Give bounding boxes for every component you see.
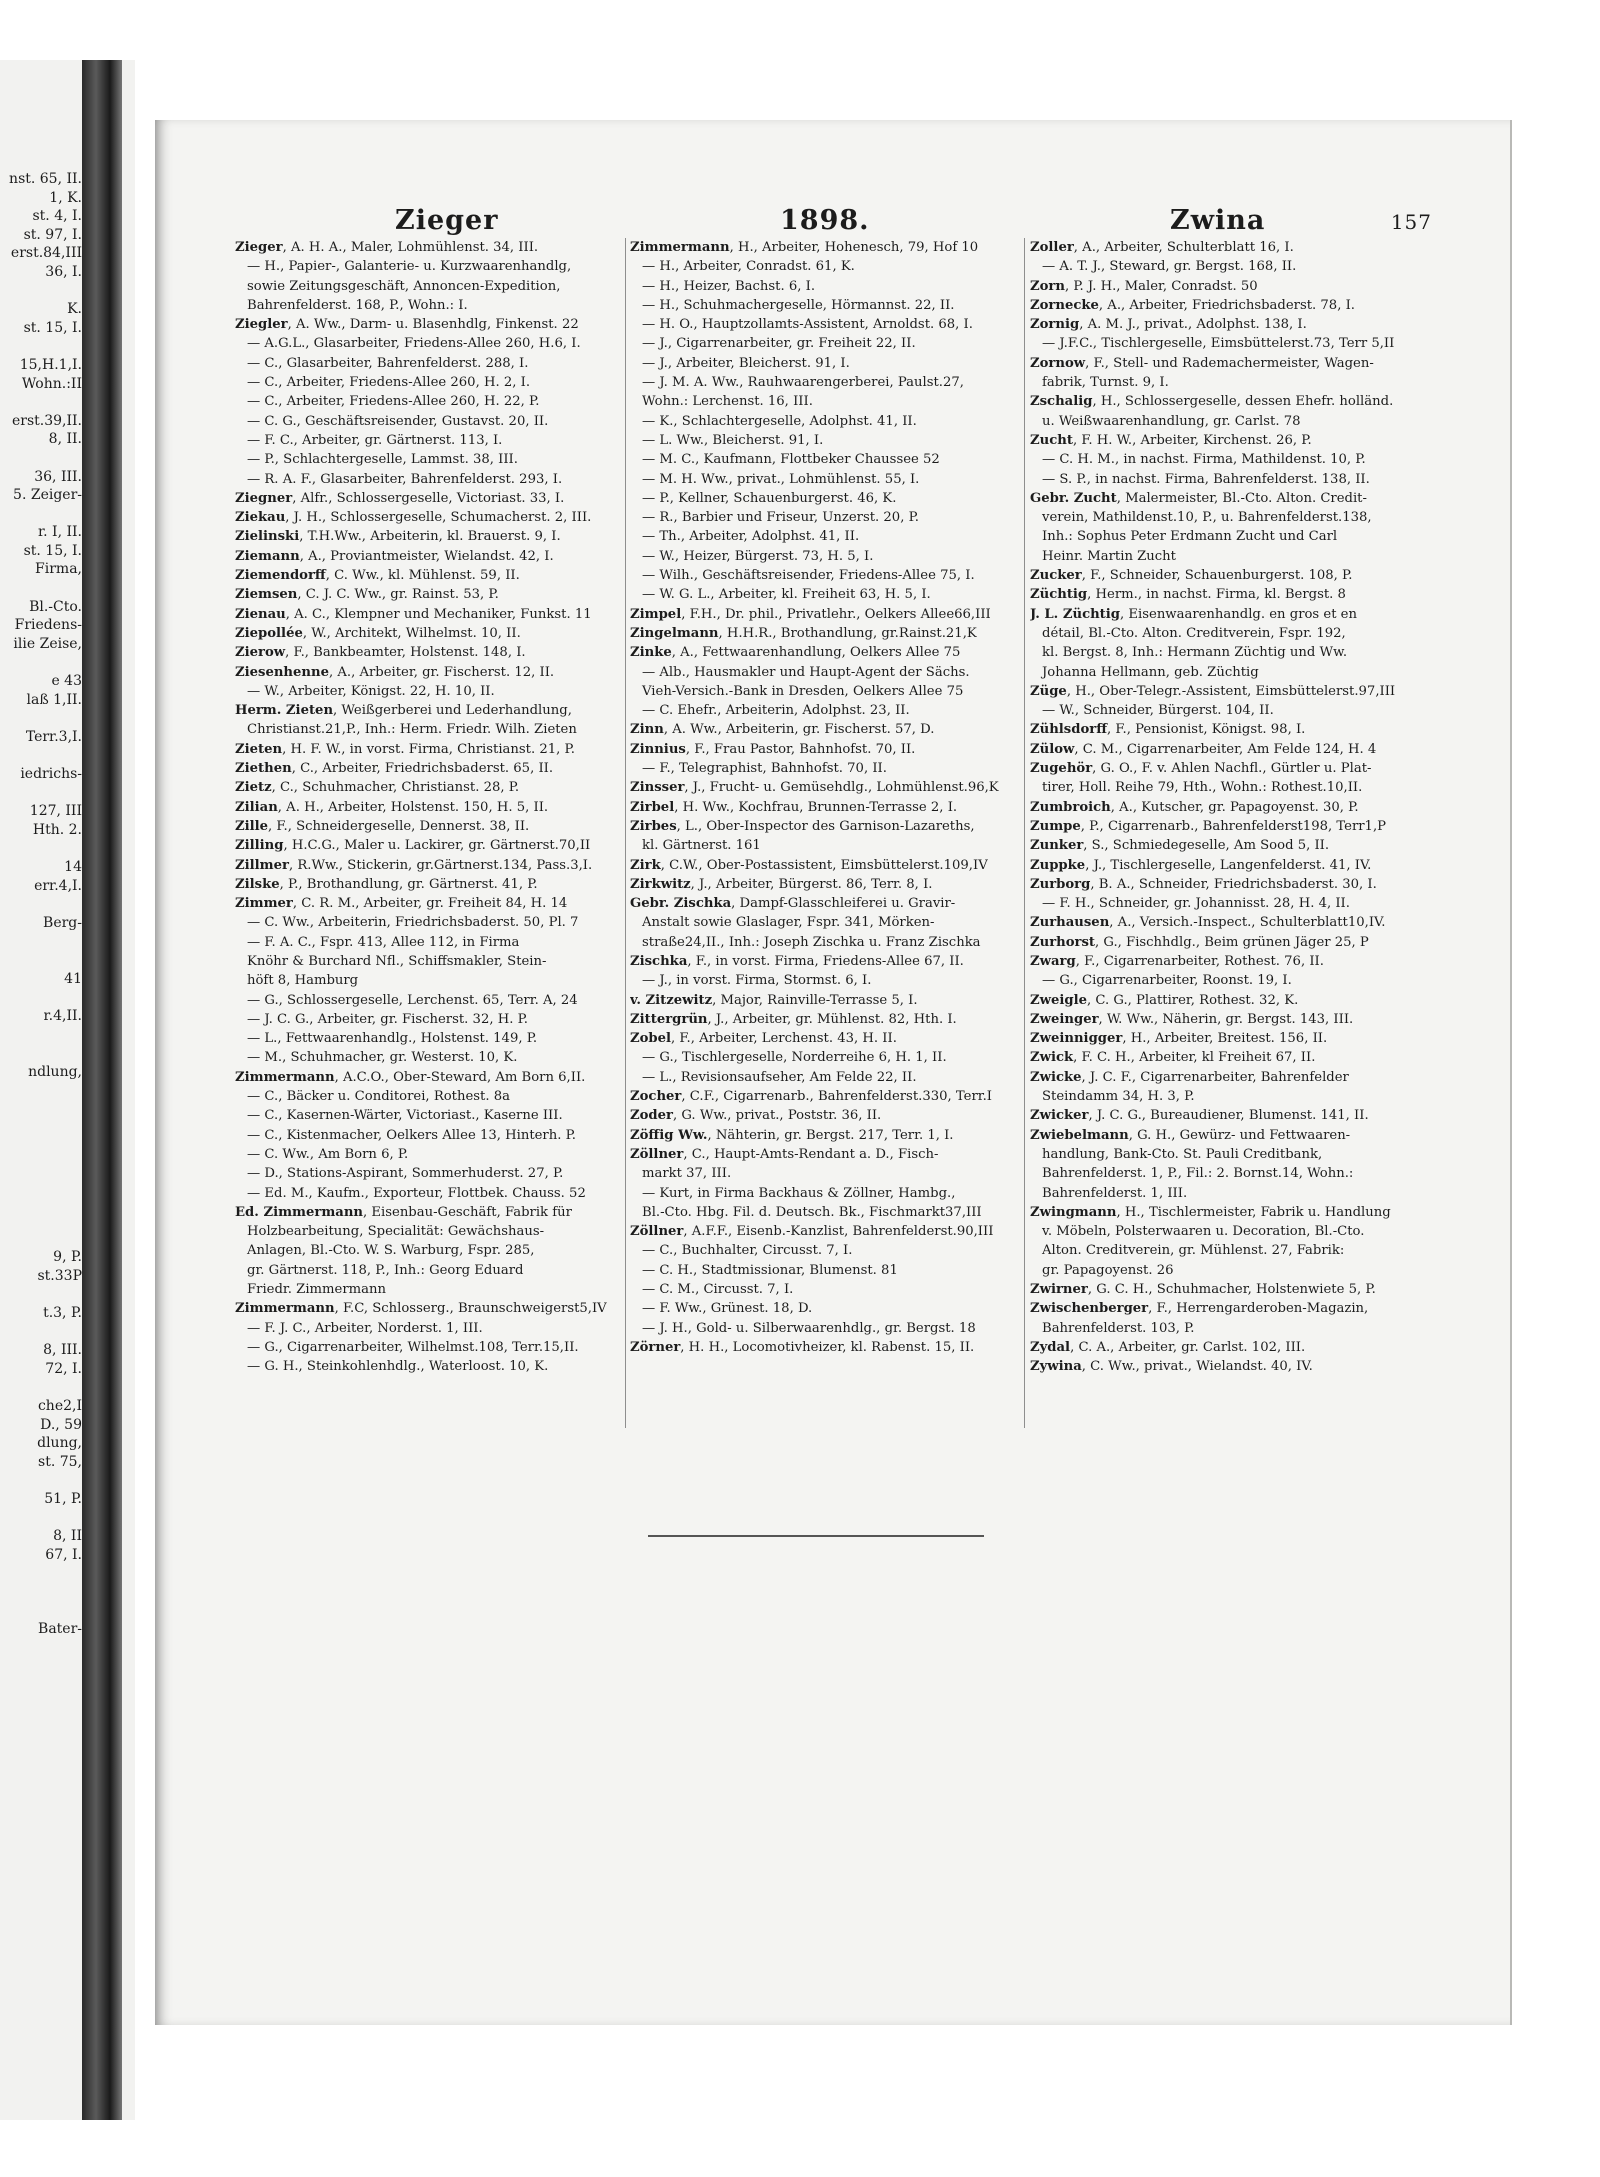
directory-entry: Zurborg, B. A., Schneider, Friedrichsbaderst. 30, I. — [1030, 876, 1377, 892]
directory-subentry: — M., Schuhmacher, gr. Westerst. 10, K. — [247, 1050, 518, 1066]
left-fragment-line: e 43 — [51, 673, 82, 690]
left-fragment-line: laß 1,II. — [26, 691, 82, 708]
directory-subentry: — H., Heizer, Bachst. 6, I. — [642, 278, 816, 294]
left-fragment-line: 8, II. — [48, 431, 82, 448]
directory-entry: Zülow, C. M., Cigarrenarbeiter, Am Felde 124, H. 4 — [1030, 741, 1377, 757]
directory-entry: Zwirner, G. C. H., Schuhmacher, Holstenwiete 5, P. — [1030, 1282, 1376, 1298]
directory-entry: Zucht, F. H. W., Arbeiter, Kirchenst. 26, P. — [1030, 432, 1312, 448]
directory-entry: Zornecke, A., Arbeiter, Friedrichsbaderst. 78, I. — [1030, 297, 1355, 313]
left-fragment-line: 8, II — [53, 1528, 82, 1545]
directory-entry: Zimpel, F.H., Dr. phil., Privatlehr., Oelkers Allee66,III — [630, 606, 991, 622]
left-fragment-line — [0, 1081, 82, 1100]
directory-entry: Zuppke, J., Tischlergeselle, Langenfelderst. 41, IV. — [1030, 857, 1372, 873]
directory-entry-continuation: Johanna Hellmann, geb. Züchtig — [1042, 664, 1259, 680]
directory-subentry: — H., Papier-, Galanterie- u. Kurzwaarenhandlg, — [247, 259, 572, 275]
left-fragment-line: Hth. 2. — [32, 821, 82, 838]
directory-entry: Zoder, G. Ww., privat., Poststr. 36, II. — [630, 1108, 882, 1124]
directory-entry-continuation: Bahrenfelderst. 1, III. — [1042, 1185, 1188, 1201]
left-fragment-line — [0, 449, 82, 468]
left-fragment-line — [0, 1174, 82, 1193]
left-fragment-line — [0, 653, 82, 672]
left-fragment-line — [0, 951, 82, 970]
directory-entry: Zilske, P., Brothandlung, gr. Gärtnerst. 41, P. — [235, 876, 538, 892]
left-fragment-line: 1, K. — [49, 189, 82, 206]
left-fragment-line — [0, 1509, 82, 1528]
directory-subentry: — J., Cigarrenarbeiter, gr. Freiheit 22, II. — [642, 336, 916, 352]
directory-subentry: — G., Cigarrenarbeiter, Roonst. 19, I. — [1042, 973, 1292, 989]
directory-subentry: — L., Fettwaarenhandlg., Holstenst. 149, P. — [247, 1031, 538, 1047]
directory-entry: Zoller, A., Arbeiter, Schulterblatt 16, I. — [1030, 240, 1294, 255]
directory-entry: Zugehör, G. O., F. v. Ahlen Nachfl., Gürtler u. Plat- — [1030, 761, 1372, 777]
directory-entry-continuation: sowie Zeitungsgeschäft, Annoncen-Expedition, — [247, 278, 561, 294]
left-fragment-line — [0, 1193, 82, 1212]
directory-subentry: — C., Arbeiter, Friedens-Allee 260, H. 22, P. — [247, 394, 540, 410]
directory-subentry: — G., Schlossergeselle, Lerchenst. 65, Terr. A, 24 — [247, 992, 578, 1008]
directory-entry-continuation: Heinr. Martin Zucht — [1042, 548, 1176, 564]
left-fragment-line: Friedens- — [14, 617, 82, 634]
left-fragment-line — [0, 839, 82, 858]
directory-entry: Ziemsen, C. J. C. Ww., gr. Rainst. 53, P. — [235, 587, 499, 603]
left-fragment-line — [0, 1155, 82, 1174]
directory-subentry: — Ed. M., Kaufm., Exporteur, Flottbek. Chauss. 52 — [247, 1185, 586, 1201]
left-fragment-line: erst.84,III — [10, 245, 82, 262]
directory-entry-continuation: handlung, Bank-Cto. St. Pauli Creditbank, — [1042, 1146, 1323, 1162]
left-fragment-line: st. 75, — [38, 1453, 82, 1470]
directory-subentry: — G., Cigarrenarbeiter, Wilhelmst.108, Terr.15,II. — [247, 1339, 579, 1355]
left-fragment-line: st. 97, I. — [23, 226, 82, 243]
left-fragment-line: 127, III — [29, 803, 82, 820]
left-fragment-line — [0, 1379, 82, 1398]
directory-subentry: — C. Ww., Am Born 6, P. — [247, 1146, 409, 1162]
directory-entry-continuation: u. Weißwaarenhandlung, gr. Carlst. 78 — [1042, 413, 1301, 429]
left-fragment-line — [0, 1472, 82, 1491]
directory-entry-continuation: Anstalt sowie Glaslager, Fspr. 341, Mörken- — [642, 915, 935, 931]
left-fragment-line — [0, 1583, 82, 1602]
left-fragment-line: 8, III. — [43, 1342, 82, 1359]
left-fragment-line — [0, 1211, 82, 1230]
left-fragment-line — [0, 784, 82, 803]
directory-subentry: — P., Kellner, Schauenburgerst. 46, K. — [642, 490, 897, 506]
directory-entry-continuation: Bl.-Cto. Hbg. Fil. d. Deutsch. Bk., Fischmarkt37,III — [642, 1204, 982, 1220]
directory-subentry: — C. Ehefr., Arbeiterin, Adolphst. 23, II. — [642, 703, 910, 719]
left-fragment-line: Firma, — [35, 561, 82, 578]
directory-entry-continuation: tirer, Holl. Reihe 79, Hth., Wohn.: Rothest.10,II. — [1042, 780, 1363, 796]
directory-entry: Zittergrün, J., Arbeiter, gr. Mühlenst. 82, Hth. I. — [630, 1011, 957, 1027]
directory-entry: Zwick, F. C. H., Arbeiter, kl Freiheit 67, II. — [1030, 1050, 1316, 1066]
left-fragment-line: K. — [67, 301, 82, 318]
directory-entry-continuation: détail, Bl.-Cto. Alton. Creditverein, Fspr. 192, — [1042, 625, 1346, 641]
left-fragment-line: 9, P. — [53, 1249, 82, 1266]
directory-entry: Zwischenberger, F., Herrengarderoben-Magazin, — [1030, 1301, 1369, 1317]
left-fragment-line: st. 15, I. — [23, 319, 82, 336]
directory-subentry: — M. C., Kaufmann, Flottbeker Chaussee 52 — [642, 452, 940, 468]
directory-entry: Zinn, A. Ww., Arbeiterin, gr. Fischerst. 57, D. — [630, 722, 935, 738]
directory-subentry: — F., Telegraphist, Bahnhofst. 70, II. — [642, 761, 887, 777]
directory-column-2 — [630, 238, 1020, 1357]
directory-subentry: — C., Bäcker u. Conditorei, Rothest. 8a — [247, 1089, 510, 1105]
directory-subentry: — F. H., Schneider, gr. Johannisst. 28, H. 4, II. — [1042, 896, 1350, 912]
left-fragment-line — [0, 895, 82, 914]
directory-subentry: — A.G.L., Glasarbeiter, Friedens-Allee 260, H.6, I. — [247, 336, 581, 352]
directory-subentry: — G., Tischlergeselle, Norderreihe 6, H. 1, II. — [642, 1050, 947, 1066]
directory-entry: Zörner, H. H., Locomotivheizer, kl. Rabenst. 15, II. — [630, 1339, 975, 1355]
directory-entry: Zirk, C.W., Ober-Postassistent, Eimsbüttelerst.109,IV — [630, 857, 988, 873]
left-fragment-line: 41 — [64, 970, 82, 987]
directory-entry-continuation: straße24,II., Inh.: Joseph Zischka u. Franz Zischka — [642, 934, 981, 950]
left-fragment-line — [0, 1602, 82, 1621]
directory-entry: Zocher, C.F., Cigarrenarb., Bahrenfelderst.330, Terr.I — [630, 1089, 993, 1105]
directory-subentry: — Kurt, in Firma Backhaus & Zöllner, Hambg., — [642, 1185, 956, 1201]
directory-entry: Zurhorst, G., Fischhdlg., Beim grünen Jäger 25, P — [1030, 934, 1369, 950]
left-fragment-line: err.4,I. — [34, 877, 82, 894]
directory-entry-continuation: Steindamm 34, H. 3, P. — [1042, 1089, 1195, 1105]
directory-subentry: — C. Ww., Arbeiterin, Friedrichsbaderst. 50, Pl. 7 — [247, 915, 579, 931]
directory-subentry: — K., Schlachtergeselle, Adolphst. 41, II. — [642, 413, 917, 429]
left-fragment-line — [0, 337, 82, 356]
directory-entry: Zornig, A. M. J., privat., Adolphst. 138, I. — [1030, 317, 1307, 333]
directory-entry: Zirkwitz, J., Arbeiter, Bürgerst. 86, Terr. 8, I. — [630, 876, 933, 892]
directory-entry: Ziethen, C., Arbeiter, Friedrichsbaderst. 65, II. — [235, 761, 554, 777]
left-fragment-line — [0, 505, 82, 524]
left-fragment-line: Wohn.:II — [21, 375, 82, 392]
directory-entry-continuation: kl. Bergst. 8, Inh.: Hermann Züchtig und Ww. — [1042, 645, 1348, 661]
directory-entry-continuation: fabrik, Turnst. 9, I. — [1042, 375, 1169, 391]
header-year: 1898. — [780, 205, 870, 236]
left-fragment-line — [0, 709, 82, 728]
left-fragment-line: erst.39,II. — [11, 412, 82, 429]
directory-entry-continuation: verein, Mathildenst.10, P., u. Bahrenfelderst.138, — [1042, 510, 1372, 526]
directory-entry: Zieger, A. H. A., Maler, Lohmühlenst. 34, III. — [235, 240, 539, 255]
directory-entry: Zydal, C. A., Arbeiter, gr. Carlst. 102, III. — [1030, 1339, 1306, 1355]
directory-entry: Zischka, F., in vorst. Firma, Friedens-Allee 67, II. — [630, 953, 964, 969]
end-rule — [648, 1535, 984, 1537]
directory-subentry: — M. H. Ww., privat., Lohmühlenst. 55, I. — [642, 471, 920, 487]
directory-entry: Ziemendorff, C. Ww., kl. Mühlenst. 59, II. — [235, 568, 520, 584]
directory-subentry: — C. M., Circusst. 7, I. — [642, 1282, 794, 1298]
directory-subentry: — A. T. J., Steward, gr. Bergst. 168, II. — [1042, 259, 1297, 275]
left-fragment-line: 14 — [64, 858, 82, 875]
directory-entry: J. L. Züchtig, Eisenwaarenhandlg. en gros et en — [1030, 606, 1357, 622]
left-fragment-line: 51, P. — [44, 1491, 82, 1508]
directory-entry: Zwiebelmann, G. H., Gewürz- und Fettwaaren- — [1030, 1127, 1351, 1143]
directory-entry: Zweinger, W. Ww., Näherin, gr. Bergst. 143, III. — [1030, 1011, 1354, 1027]
left-fragment-line: r.4,II. — [43, 1007, 82, 1024]
directory-entry: Zöllner, C., Haupt-Amts-Rendant a. D., Fisch- — [630, 1146, 939, 1162]
directory-entry-continuation: höft 8, Hamburg — [247, 973, 359, 989]
left-fragment-line — [0, 1323, 82, 1342]
left-fragment-line — [0, 932, 82, 951]
directory-subentry: — H., Schuhmachergeselle, Hörmannst. 22, II. — [642, 297, 955, 313]
directory-entry: Zywina, C. Ww., privat., Wielandst. 40, IV. — [1030, 1359, 1313, 1375]
directory-entry-continuation: gr. Gärtnerst. 118, P., Inh.: Georg Eduard — [247, 1262, 524, 1278]
directory-entry: Gebr. Zischka, Dampf-Glasschleiferei u. Gravir- — [630, 896, 956, 912]
directory-entry: Zinnius, F., Frau Pastor, Bahnhofst. 70, II. — [630, 741, 916, 757]
directory-entry-continuation: Bahrenfelderst. 103, P. — [1042, 1320, 1195, 1336]
directory-entry: Zunker, S., Schmiedegeselle, Am Sood 5, II. — [1030, 838, 1330, 854]
left-fragment-line: 72, I. — [45, 1361, 82, 1377]
directory-subentry: — F. A. C., Fspr. 413, Allee 112, in Firma — [247, 934, 520, 950]
directory-entry: Ziesenhenne, A., Arbeiter, gr. Fischerst. 12, II. — [235, 664, 555, 680]
directory-entry: Zieten, H. F. W., in vorst. Firma, Christianst. 21, P. — [235, 741, 575, 757]
directory-entry-continuation: Holzbearbeitung, Specialität: Gewächshaus- — [247, 1224, 545, 1240]
left-fragment-line — [0, 1100, 82, 1119]
directory-entry: Zingelmann, H.H.R., Brothandlung, gr.Rainst.21,K — [630, 625, 977, 641]
directory-entry: Zurhausen, A., Versich.-Inspect., Schulterblatt10,IV. — [1030, 915, 1386, 931]
directory-subentry: — C. G., Geschäftsreisender, Gustavst. 20, II. — [247, 413, 549, 429]
directory-column-3 — [1030, 238, 1420, 1377]
directory-subentry: — J. C. G., Arbeiter, gr. Fischerst. 32, H. P. — [247, 1011, 528, 1027]
directory-entry-continuation: Vieh-Versich.-Bank in Dresden, Oelkers Allee 75 — [642, 683, 964, 699]
directory-subentry: — W., Schneider, Bürgerst. 104, II. — [1042, 703, 1274, 719]
directory-entry: Zille, F., Schneidergeselle, Dennerst. 38, II. — [235, 818, 530, 834]
column-divider — [625, 238, 626, 1428]
directory-entry: Zietz, C., Schuhmacher, Christianst. 28, P. — [235, 780, 520, 796]
directory-entry: Zwingmann, H., Tischlermeister, Fabrik u. Handlung — [1030, 1204, 1391, 1220]
directory-subentry: — L. Ww., Bleicherst. 91, I. — [642, 432, 824, 448]
left-fragment-line: 15,H.1,I. — [19, 356, 82, 373]
left-fragment-line: 36, III. — [34, 468, 82, 485]
left-fragment-line — [0, 282, 82, 301]
left-fragment-line: che2,I — [37, 1398, 82, 1415]
directory-entry: Zumbroich, A., Kutscher, gr. Papagoyenst. 30, P. — [1030, 799, 1359, 815]
directory-entry: Zucker, F., Schneider, Schauenburgerst. 108, P. — [1030, 568, 1353, 584]
directory-entry-continuation: Friedr. Zimmermann — [247, 1282, 387, 1298]
left-fragment-line: t.3, P. — [43, 1305, 82, 1322]
directory-entry: Zielinski, T.H.Ww., Arbeiterin, kl. Brauerst. 9, I. — [235, 529, 561, 545]
directory-entry: Zierow, F., Bankbeamter, Holstenst. 148, I. — [235, 645, 526, 661]
directory-entry: Zwicke, J. C. F., Cigarrenarbeiter, Bahrenfelder — [1030, 1069, 1349, 1085]
directory-entry-continuation: gr. Papagoyenst. 26 — [1042, 1262, 1174, 1278]
directory-entry: Zöllner, A.F.F., Eisenb.-Kanzlist, Bahrenfelderst.90,III — [630, 1224, 994, 1240]
directory-entry: Zinke, A., Fettwaarenhandlung, Oelkers Allee 75 — [630, 645, 961, 661]
left-fragment-line: st. 4, I. — [32, 208, 82, 225]
directory-subentry: — P., Schlachtergeselle, Lammst. 38, III. — [247, 452, 518, 468]
directory-subentry: — H. O., Hauptzollamts-Assistent, Arnoldst. 68, I. — [642, 317, 973, 333]
directory-subentry: — F. Ww., Grünest. 18, D. — [642, 1301, 813, 1317]
directory-entry: Zinsser, J., Frucht- u. Gemüsehdlg., Lohmühlenst.96,K — [630, 780, 999, 796]
directory-entry-continuation: kl. Gärtnerst. 161 — [642, 838, 761, 854]
left-page-text-fragments — [0, 170, 82, 1639]
directory-subentry: — D., Stations-Aspirant, Sommerhuderst. 27, P. — [247, 1166, 564, 1182]
left-fragment-line — [0, 579, 82, 598]
directory-entry-continuation: Knöhr & Burchard Nfl., Schiffsmakler, Stein- — [247, 953, 547, 969]
left-fragment-line — [0, 1118, 82, 1137]
left-fragment-line: D., 59 — [40, 1416, 82, 1433]
directory-subentry: — C., Kasernen-Wärter, Victoriast., Kaserne III. — [247, 1108, 563, 1124]
left-fragment-line: st.33P — [37, 1268, 82, 1285]
directory-subentry: — R., Barbier und Friseur, Unzerst. 20, P. — [642, 510, 919, 526]
directory-entry: Zöffig Ww., Nähterin, gr. Bergst. 217, Terr. 1, I. — [630, 1127, 954, 1143]
left-fragment-line — [0, 1565, 82, 1584]
directory-entry-continuation: markt 37, III. — [642, 1166, 732, 1182]
directory-subentry: — J., Arbeiter, Bleicherst. 91, I. — [642, 355, 850, 371]
directory-subentry: — L., Revisionsaufseher, Am Felde 22, II. — [642, 1069, 917, 1085]
directory-subentry: — J.F.C., Tischlergeselle, Eimsbüttelerst.73, Terr 5,II — [1042, 336, 1395, 352]
left-fragment-line: 67, I. — [45, 1546, 82, 1563]
left-fragment-line: st. 15, I. — [23, 542, 82, 559]
directory-subentry: — J. H., Gold- u. Silberwaarenhdlg., gr. Bergst. 18 — [642, 1320, 976, 1336]
directory-subentry: — J. M. A. Ww., Rauhwaarengerberei, Paulst.27, — [642, 375, 964, 391]
header-last-entry: Zwina — [1170, 205, 1266, 236]
left-fragment-line — [0, 393, 82, 412]
directory-entry-continuation: v. Möbeln, Polsterwaaren u. Decoration, Bl.-Cto. — [1042, 1224, 1365, 1240]
directory-entry-continuation: Alton. Creditverein, gr. Mühlenst. 27, Fabrik: — [1042, 1243, 1345, 1259]
left-fragment-line: ilie Zeise, — [13, 635, 82, 652]
left-fragment-line: r. I, II. — [38, 524, 82, 541]
directory-entry: Zimmermann, A.C.O., Ober-Steward, Am Born 6,II. — [235, 1069, 586, 1085]
left-fragment-line — [0, 1286, 82, 1305]
directory-subentry: — W., Arbeiter, Königst. 22, H. 10, II. — [247, 683, 495, 699]
left-fragment-line: dlung, — [37, 1435, 82, 1452]
left-fragment-line — [0, 1025, 82, 1044]
directory-entry: Züge, H., Ober-Telegr.-Assistent, Eimsbüttelerst.97,III — [1030, 683, 1396, 699]
directory-subentry: — W. G. L., Arbeiter, kl. Freiheit 63, H. 5, I. — [642, 587, 931, 603]
directory-entry: Herm. Zieten, Weißgerberei und Lederhandlung, — [235, 703, 572, 719]
directory-subentry: — G. H., Steinkohlenhdlg., Waterloost. 10, K. — [247, 1359, 549, 1375]
directory-entry: Ed. Zimmermann, Eisenbau-Geschäft, Fabrik für — [235, 1204, 572, 1220]
directory-entry: Zirbel, H. Ww., Kochfrau, Brunnen-Terrasse 2, I. — [630, 799, 958, 815]
directory-subentry: — H., Arbeiter, Conradst. 61, K. — [642, 259, 855, 275]
left-fragment-line: 36, I. — [45, 263, 82, 280]
directory-entry-continuation: Inh.: Sophus Peter Erdmann Zucht und Carl — [1042, 529, 1338, 545]
directory-subentry: — F. C., Arbeiter, gr. Gärtnerst. 113, I. — [247, 432, 503, 448]
directory-subentry: — Th., Arbeiter, Adolphst. 41, II. — [642, 529, 860, 545]
directory-subentry: — W., Heizer, Bürgerst. 73, H. 5, I. — [642, 548, 874, 564]
directory-entry: v. Zitzewitz, Major, Rainville-Terrasse 5, I. — [630, 992, 918, 1008]
directory-entry: Zweigle, C. G., Plattirer, Rothest. 32, K. — [1030, 992, 1299, 1008]
directory-entry-continuation: Wohn.: Lerchenst. 16, III. — [642, 394, 813, 410]
directory-subentry: — Wilh., Geschäftsreisender, Friedens-Allee 75, I. — [642, 568, 975, 584]
directory-entry: Zumpe, P., Cigarrenarb., Bahrenfelderst198, Terr1,P — [1030, 818, 1387, 834]
directory-subentry: — S. P., in nachst. Firma, Bahrenfelderst. 138, II. — [1042, 471, 1370, 487]
left-fragment-line: iedrichs- — [20, 766, 82, 782]
directory-entry: Zwicker, J. C. G., Bureaudiener, Blumenst. 141, II. — [1030, 1108, 1369, 1124]
directory-subentry: — C. H. M., in nachst. Firma, Mathildenst. 10, P. — [1042, 452, 1366, 468]
left-fragment-line: Bl.-Cto. — [29, 598, 82, 615]
directory-entry-continuation: Christianst.21,P., Inh.: Herm. Friedr. Wilh. Zieten — [247, 722, 577, 738]
directory-entry-continuation: Bahrenfelderst. 1, P., Fil.: 2. Bornst.14, Wohn.: — [1042, 1166, 1354, 1182]
directory-entry: Ziekau, J. H., Schlossergeselle, Schumacherst. 2, III. — [235, 510, 592, 526]
directory-entry: Zillmer, R.Ww., Stickerin, gr.Gärtnerst.134, Pass.3,I. — [235, 857, 593, 873]
directory-column-1 — [235, 238, 625, 1377]
directory-subentry: — C., Kistenmacher, Oelkers Allee 13, Hinterh. P. — [247, 1127, 577, 1143]
directory-subentry: — C., Arbeiter, Friedens-Allee 260, H. 2, I. — [247, 375, 531, 391]
directory-entry: Zilian, A. H., Arbeiter, Holstenst. 150, H. 5, II. — [235, 799, 549, 815]
directory-subentry: — F. J. C., Arbeiter, Norderst. 1, III. — [247, 1320, 483, 1336]
directory-entry: Zornow, F., Stell- und Rademachermeister, Wagen- — [1030, 355, 1374, 371]
directory-subentry: — C. H., Stadtmissionar, Blumenst. 81 — [642, 1262, 898, 1278]
directory-entry: Zienau, A. C., Klempner und Mechaniker, Funkst. 11 — [235, 606, 592, 622]
directory-entry: Zschalig, H., Schlossergeselle, dessen Ehefr. holländ. — [1030, 394, 1394, 410]
left-fragment-line — [0, 1044, 82, 1063]
directory-entry: Ziegler, A. Ww., Darm- u. Blasenhdlg, Finkenst. 22 — [235, 317, 579, 333]
directory-subentry: — Alb., Hausmakler und Haupt-Agent der Sächs. — [642, 664, 970, 680]
directory-entry: Zobel, F., Arbeiter, Lerchenst. 43, H. II. — [630, 1031, 897, 1047]
directory-entry: Ziegner, Alfr., Schlossergeselle, Victoriast. 33, I. — [235, 490, 565, 506]
left-fragment-line: Berg- — [43, 914, 82, 931]
directory-entry-continuation: Anlagen, Bl.-Cto. W. S. Warburg, Fspr. 285, — [247, 1243, 535, 1259]
directory-subentry: — C., Buchhalter, Circusst. 7, I. — [642, 1243, 853, 1259]
directory-entry: Ziepollée, W., Architekt, Wilhelmst. 10, II. — [235, 625, 521, 641]
directory-entry: Zwarg, F., Cigarrenarbeiter, Rothest. 76, II. — [1030, 953, 1324, 969]
left-fragment-line: ndlung, — [28, 1063, 82, 1080]
directory-entry: Zorn, P. J. H., Maler, Conradst. 50 — [1030, 278, 1258, 294]
book-spine — [82, 60, 122, 2120]
left-fragment-line: Terr.3,I. — [25, 728, 82, 745]
directory-entry: Ziemann, A., Proviantmeister, Wielandst. 42, I. — [235, 548, 554, 564]
directory-entry: Zilling, H.C.G., Maler u. Lackirer, gr. Gärtnerst.70,II — [235, 838, 591, 854]
directory-entry: Gebr. Zucht, Malermeister, Bl.-Cto. Alton. Credit- — [1030, 490, 1367, 506]
directory-entry: Zimmermann, H., Arbeiter, Hohenesch, 79, Hof 10 — [630, 240, 979, 255]
directory-entry: Zweinnigger, H., Arbeiter, Breitest. 156, II. — [1030, 1031, 1328, 1047]
left-fragment-line — [0, 1137, 82, 1156]
directory-entry: Zimmer, C. R. M., Arbeiter, gr. Freiheit 84, H. 14 — [235, 896, 568, 912]
directory-subentry: — C., Glasarbeiter, Bahrenfelderst. 288, I. — [247, 355, 529, 371]
directory-entry: Züchtig, Herm., in nachst. Firma, kl. Bergst. 8 — [1030, 587, 1346, 603]
directory-subentry: — R. A. F., Glasarbeiter, Bahrenfelderst. 293, I. — [247, 471, 563, 487]
header-first-entry: Zieger — [395, 205, 499, 236]
directory-subentry: — J., in vorst. Firma, Stormst. 6, I. — [642, 973, 872, 989]
left-fragment-line — [0, 988, 82, 1007]
directory-entry: Zühlsdorff, F., Pensionist, Königst. 98, I. — [1030, 722, 1306, 738]
left-fragment-line — [0, 746, 82, 765]
left-fragment-line: Bater- — [38, 1621, 82, 1638]
column-divider — [1024, 238, 1025, 1428]
left-fragment-line: nst. 65, II. — [9, 171, 82, 187]
left-fragment-line: 5. Zeiger- — [13, 487, 82, 504]
directory-entry: Zirbes, L., Ober-Inspector des Garnison-Lazareths, — [630, 818, 975, 834]
page-header — [235, 205, 1440, 241]
left-fragment-line — [0, 1230, 82, 1249]
directory-entry-continuation: Bahrenfelderst. 168, P., Wohn.: I. — [247, 297, 468, 313]
directory-entry: Zimmermann, F.C, Schlosserg., Braunschweigerst5,IV — [235, 1301, 607, 1317]
page-number: 157 — [1390, 210, 1432, 234]
